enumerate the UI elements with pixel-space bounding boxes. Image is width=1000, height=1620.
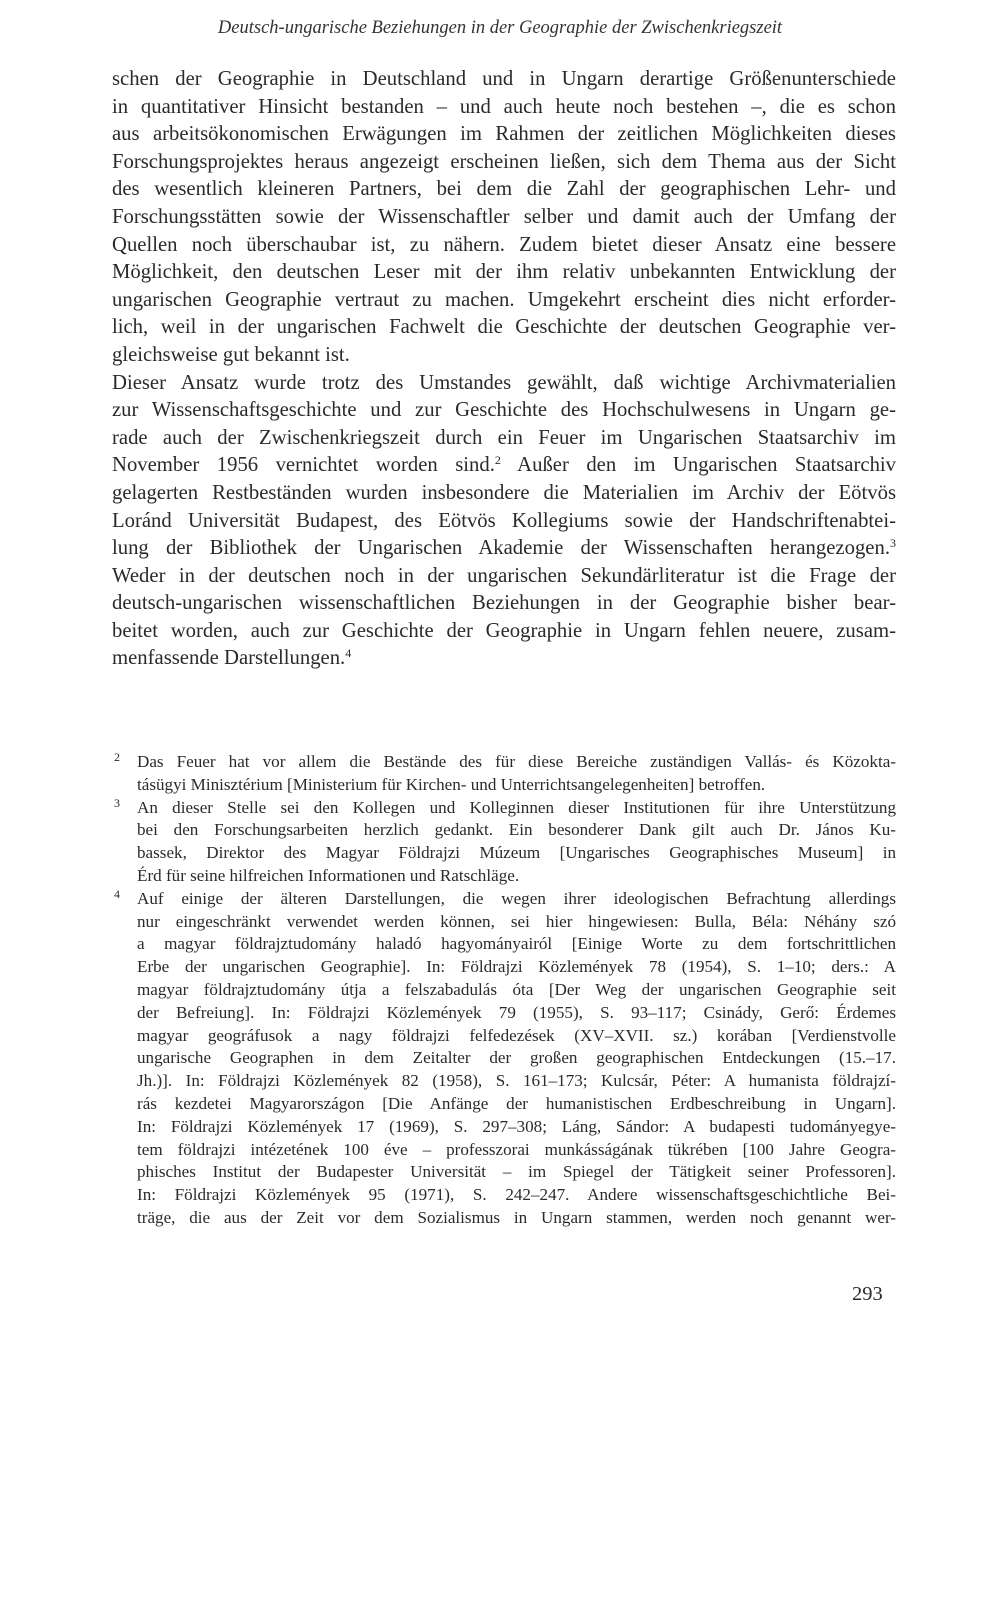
footnote-mark: 3	[114, 795, 120, 810]
footnote-line: Erbe der ungarischen Geographie]. In: Földrajzi Közlemények 78 (1954), S. 1–10; ders.: A	[137, 957, 896, 977]
footnote-line: ungarische Geographen in dem Zeitalter der großen geographischen Entdeckungen (15.–17.	[137, 1048, 896, 1068]
footnote-line: In: Földrajzi Közlemények 17 (1969), S. 297–308; Láng, Sándor: A budapesti tudományegye-	[137, 1116, 896, 1136]
footnote-line: An dieser Stelle sei den Kollegen und Kolleginnen dieser Institutionen für ihre Unterstützung	[137, 797, 896, 817]
paragraph	[112, 370, 896, 563]
footnote-ref-3[interactable]: 3	[890, 536, 896, 551]
text-line: aus arbeitsökonomischen Erwägungen im Rahmen der zeitlichen Möglichkeiten dieses	[112, 123, 896, 146]
text-line: rade auch der Zwischenkriegszeit durch ein Feuer im Ungarischen Staatsarchiv im	[112, 426, 896, 449]
footnote-4	[114, 888, 896, 1230]
footnote-line: Das Feuer hat vor allem die Bestände des für diese Bereiche zuständigen Vallás- és Közokta-	[137, 752, 896, 771]
line-text: Außer den im Ungarischen Staatsarchiv	[500, 454, 896, 477]
footnote-line: der Befreiung]. In: Földrajzi Közlemények 79 (1955), S. 93–117; Csinády, Gerő: Érdemes	[137, 1002, 896, 1022]
paragraph	[112, 563, 896, 673]
text-line: ungarischen Geographie vertraut zu machen. Umgekehrt erscheint dies nicht erforder-	[112, 288, 896, 311]
footnote-line: a magyar földrajztudomány haladó hagyományairól [Einige Worte zu dem fortschrittlichen	[137, 934, 896, 954]
text-line: lich, weil in der ungarischen Fachwelt die Geschichte der deutschen Geographie ver-	[112, 316, 896, 339]
text-line: in quantitativer Hinsicht bestanden – und auch heute noch bestehen –, die es schon	[112, 95, 896, 118]
main-text	[112, 66, 896, 673]
footnote-line: magyar geográfusok a nagy földrajzi felfedezések (XV–XVII. sz.) korában [Verdienstvolle	[137, 1025, 896, 1045]
text-line: Weder in der deutschen noch in der ungarischen Sekundärliteratur ist die Frage der	[112, 564, 896, 587]
footnote-line: Jh.)]. In: Földrajzi Közlemények 82 (1958), S. 161–173; Kulcsár, Péter: A humanista földrajzí-	[137, 1071, 896, 1091]
text-line	[112, 645, 896, 673]
text-line: Möglichkeit, den deutschen Leser mit der ihm relativ unbekannten Entwicklung der	[112, 261, 896, 284]
text-line: gleichsweise gut bekannt ist.	[112, 343, 350, 366]
text-line: Forschungsstätten sowie der Wissenschaftler selber und damit auch der Umfang der	[112, 205, 896, 228]
footnote-line: Érd für seine hilfreichen Informationen und Ratschläge.	[137, 865, 520, 885]
text-line	[112, 535, 896, 563]
footnote-line: rás kezdetei Magyarországon [Die Anfänge der humanistischen Erdbeschreibung in Ungarn].	[137, 1093, 896, 1113]
footnote-line: bassek, Direktor des Magyar Földrajzi Múzeum [Ungarisches Geographisches Museum] in	[137, 843, 896, 863]
text-line: Dieser Ansatz wurde trotz des Umstandes gewählt, daß wichtige Archivmaterialien	[112, 371, 896, 394]
paragraph	[112, 66, 896, 370]
footnote-3	[114, 797, 896, 888]
footnote-line: bei den Forschungsarbeiten herzlich gedankt. Ein besonderer Dank gilt auch Dr. János Ku-	[137, 820, 896, 840]
footnote-line: tásügyi Minisztérium [Ministerium für Kirchen- und Unterrichtsangelegenheiten] betroffen.	[137, 774, 766, 794]
text-line: Quellen noch überschaubar ist, zu nähern. Zudem bietet dieser Ansatz eine bessere	[112, 233, 896, 256]
footnotes	[114, 751, 896, 1230]
text-line	[112, 452, 896, 480]
text-line: deutsch-ungarischen wissenschaftlichen Beziehungen in der Geographie bisher bear-	[112, 592, 896, 615]
page-number: 293	[852, 1283, 883, 1305]
footnote-line: träge, die aus der Zeit vor dem Sozialismus in Ungarn stammen, werden noch genannt wer-	[137, 1207, 896, 1227]
footnote-ref-4[interactable]: 4	[345, 646, 352, 661]
text-line: des wesentlich kleineren Partners, bei dem die Zahl der geographischen Lehr- und	[112, 178, 896, 201]
text-line: gelagerten Restbeständen wurden insbesondere die Materialien im Archiv der Eötvös	[112, 481, 896, 504]
text-line: schen der Geographie in Deutschland und in Ungarn derartige Größenunterschiede	[112, 68, 896, 90]
running-head: Deutsch-ungarische Beziehungen in der Geographie der Zwischenkriegszeit	[217, 18, 783, 38]
footnote-line: tem földrajzi intézetének 100 éve – professzorai munkásságának tükrében [100 Jahre Geogra-	[137, 1139, 896, 1159]
text-line: beitet worden, auch zur Geschichte der Geographie in Ungarn fehlen neuere, zusam-	[112, 619, 896, 642]
text-line: Loránd Universität Budapest, des Eötvös Kollegiums sowie der Handschriftenabtei-	[112, 509, 896, 532]
text-line: Forschungsprojektes heraus angezeigt erscheinen ließen, sich dem Thema aus der Sicht	[112, 150, 896, 173]
text-line: zur Wissenschaftsgeschichte und zur Geschichte des Hochschulwesens in Ungarn ge-	[112, 399, 896, 422]
line-text: lung der Bibliothek der Ungarischen Akademie der Wissenschaften herangezogen.	[112, 537, 890, 560]
footnote-line: nur eingeschränkt verwendet werden können, sei hier hingewiesen: Bulla, Béla: Néhány szó	[137, 911, 896, 931]
line-text: November 1956 vernichtet worden sind.	[112, 454, 495, 477]
footnote-mark: 2	[114, 750, 120, 764]
footnote-line: magyar földrajztudomány útja a felszabadulás óta [Der Weg der ungarischen Geographie seit	[137, 979, 896, 999]
line-text: menfassende Darstellungen.	[112, 647, 346, 670]
footnote-line: Auf einige der älteren Darstellungen, die wegen ihrer ideologischen Befrachtung allerdings	[137, 888, 896, 908]
footnote-line: In: Földrajzi Közlemények 95 (1971), S. 242–247. Andere wissenschaftsgeschichtliche Bei-	[137, 1185, 896, 1205]
footnote-line: phisches Institut der Budapester Universität – im Spiegel der Tätigkeit seiner Professoren].	[137, 1162, 896, 1182]
footnote-2	[114, 751, 896, 797]
footnote-mark: 4	[114, 886, 120, 901]
footnote-ref-2[interactable]: 2	[494, 453, 501, 468]
